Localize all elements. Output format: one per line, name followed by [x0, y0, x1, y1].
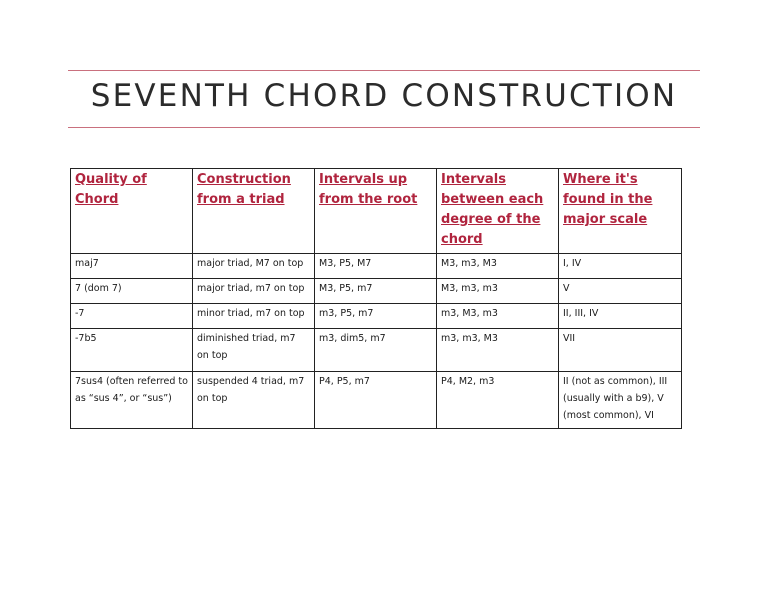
cell-quality: 7sus4 (often referred to as “sus 4”, or “sus”): [71, 372, 193, 429]
cell-quality: -7: [71, 304, 193, 329]
cell-intervals-from-root: M3, P5, m7: [315, 279, 437, 304]
cell-intervals-between: m3, m3, M3: [437, 329, 559, 372]
cell-scale-degrees: II (not as common), III (usually with a b9), V (most common), VI: [559, 372, 682, 429]
cell-intervals-from-root: m3, P5, m7: [315, 304, 437, 329]
cell-construction: major triad, m7 on top: [193, 279, 315, 304]
cell-scale-degrees: II, III, IV: [559, 304, 682, 329]
cell-quality: -7b5: [71, 329, 193, 372]
cell-quality: maj7: [71, 254, 193, 279]
cell-scale-degrees: VII: [559, 329, 682, 372]
table-row: [71, 254, 682, 279]
cell-intervals-between: m3, M3, m3: [437, 304, 559, 329]
table-row: [71, 372, 682, 429]
table-row: [71, 279, 682, 304]
header-where-found-in-major-scale: Where it's found in the major scale: [559, 169, 682, 254]
table-row: [71, 329, 682, 372]
cell-intervals-between: P4, M2, m3: [437, 372, 559, 429]
header-quality-of-chord: Quality of Chord: [71, 169, 193, 254]
cell-intervals-from-root: m3, dim5, m7: [315, 329, 437, 372]
cell-intervals-between: M3, m3, m3: [437, 279, 559, 304]
cell-construction: minor triad, m7 on top: [193, 304, 315, 329]
seventh-chord-table: [70, 168, 682, 429]
cell-intervals-between: M3, m3, M3: [437, 254, 559, 279]
header-construction-from-triad: Construction from a triad: [193, 169, 315, 254]
cell-construction: diminished triad, m7 on top: [193, 329, 315, 372]
cell-scale-degrees: I, IV: [559, 254, 682, 279]
cell-quality: 7 (dom 7): [71, 279, 193, 304]
title-bottom-rule: [68, 127, 700, 128]
cell-intervals-from-root: P4, P5, m7: [315, 372, 437, 429]
page-title: SEVENTH CHORD CONSTRUCTION: [90, 78, 678, 114]
table-row: [71, 304, 682, 329]
cell-intervals-from-root: M3, P5, M7: [315, 254, 437, 279]
table-header-row: [71, 169, 682, 254]
header-intervals-up-from-root: Intervals up from the root: [315, 169, 437, 254]
cell-construction: suspended 4 triad, m7 on top: [193, 372, 315, 429]
cell-scale-degrees: V: [559, 279, 682, 304]
cell-construction: major triad, M7 on top: [193, 254, 315, 279]
title-top-rule: [68, 70, 700, 71]
header-intervals-between-degrees: Intervals between each degree of the chord: [437, 169, 559, 254]
